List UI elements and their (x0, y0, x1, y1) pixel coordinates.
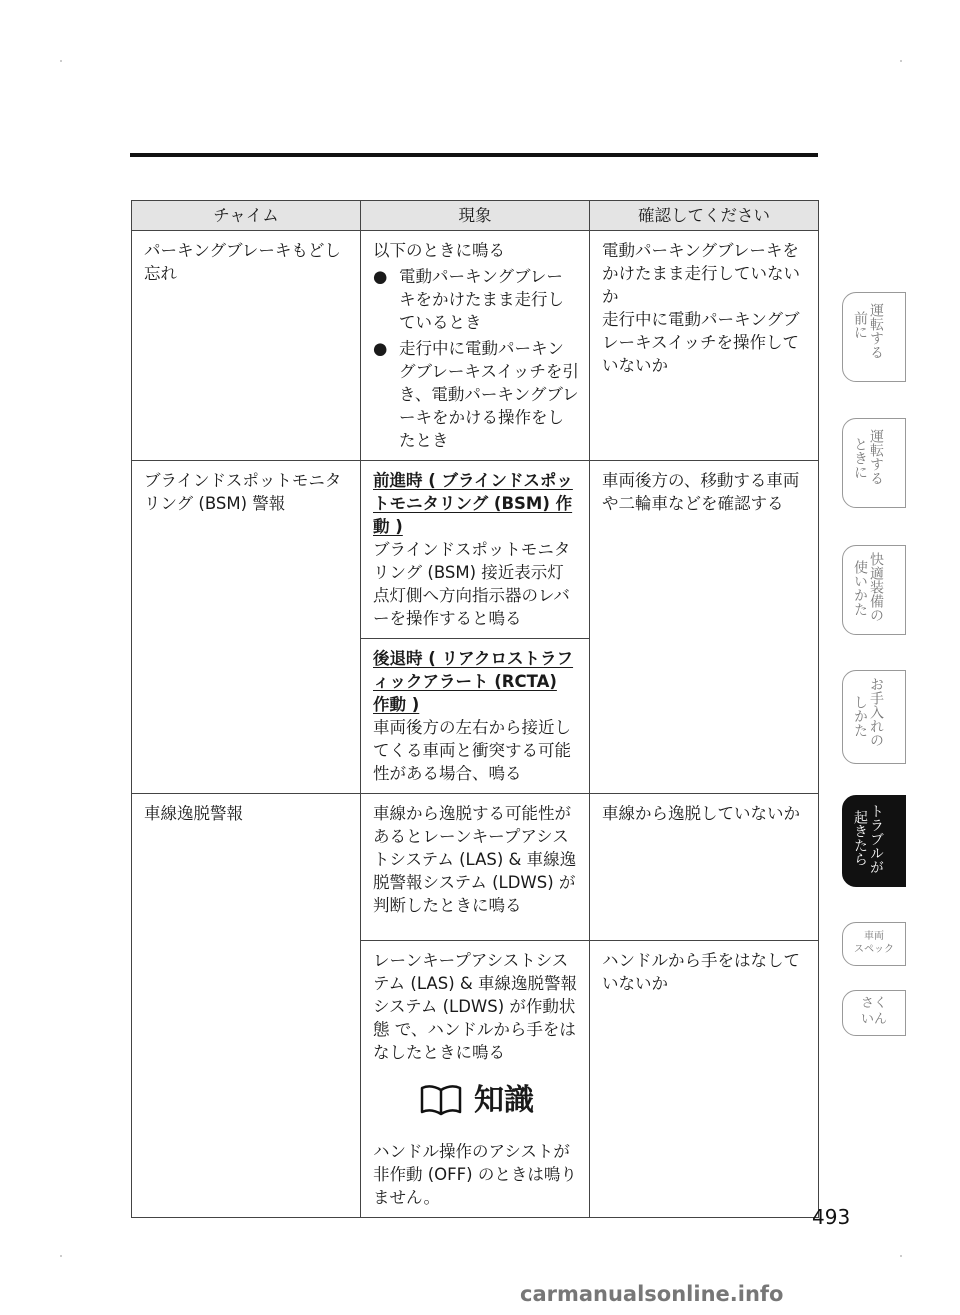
row3-sub1: 車線から逸脱する可能性があるとレーンキープアシストシステム (LAS) & 車線逸脱警報システム (LDWS) が判断したときに鳴る (361, 794, 590, 941)
tab-comfort-features[interactable]: 快適装備の 使いかた (842, 545, 906, 635)
chime-table (131, 200, 819, 1218)
row2-sub1-text: ブラインドスポットモニタリング (BSM) 接近表示灯点灯側へ方向指示器のレバーを操作すると鳴る (373, 540, 571, 628)
knowledge-label: 知識 (474, 1082, 534, 1118)
header-chime: チャイム (132, 201, 361, 231)
page-number: 493 (812, 1205, 851, 1229)
row3-note: ハンドル操作のアシストが非作動 (OFF) のときは鳴りません。 (373, 1142, 577, 1207)
crop-mark (900, 60, 902, 62)
row2-sub2-text: 車両後方の左右から接近してくる車両と衝突する可能性がある場合、鳴る (373, 718, 571, 783)
row2-sub2 (361, 639, 590, 794)
row2-sub1-heading: 前進時 ( ブラインドスポットモニタリング (BSM) 作動 ) (373, 471, 573, 536)
tab-when-driving[interactable]: 運転する ときに (842, 418, 906, 508)
header-check: 確認してください (590, 201, 819, 231)
knowledge-box (373, 1082, 579, 1118)
row2-check: 車両後方の、移動する車両や二輪車などを確認する (590, 461, 819, 794)
table-row (132, 461, 819, 639)
row2-sub2-heading: 後退時 ( リアクロストラフィックアラート (RCTA) 作動 ) (373, 649, 574, 714)
row1-bullet-2: ● 走行中に電動パーキングブレーキスイッチを引き、電動パーキングブレーキをかける操作をしたとき (373, 339, 579, 450)
bullet-icon: ● (373, 267, 388, 286)
row1-bullet-1: ● 電動パーキングブレーキをかけたまま走行しているとき (373, 267, 564, 332)
row3-chime: 車線逸脱警報 (132, 794, 361, 1218)
tab-trouble[interactable]: トラブルが 起きたら (842, 795, 906, 887)
crop-mark (900, 1255, 902, 1257)
row3-sub2 (361, 941, 590, 1218)
open-book-icon (418, 1082, 464, 1118)
header-phenomenon: 現象 (361, 201, 590, 231)
watermark: carmanualsonline.info (520, 1282, 784, 1306)
row3-sub2-text: レーンキープアシストシステム (LAS) & 車線逸脱警報システム (LDWS) が作動状態 で、ハンドルから手をはなしたときに鳴る (373, 951, 577, 1062)
row2-sub1 (361, 461, 590, 639)
table-row (132, 794, 819, 941)
table-header-row (132, 201, 819, 231)
tab-vehicle-spec[interactable]: 車両 スペック (842, 922, 906, 966)
table-row (132, 231, 819, 461)
row1-chime: パーキングブレーキもどし忘れ (132, 231, 361, 461)
crop-mark (60, 1255, 62, 1257)
row1-check: 電動パーキングブレーキをかけたまま走行していないか 走行中に電動パーキングブレーキスイッチを操作していないか (590, 231, 819, 461)
bullet-icon: ● (373, 339, 388, 358)
crop-mark (60, 60, 62, 62)
tab-index[interactable]: さく いん (842, 990, 906, 1036)
row2-chime: ブラインドスポットモニタリング (BSM) 警報 (132, 461, 361, 794)
row3-sub1-check: 車線から逸脱していないか (590, 794, 819, 941)
tab-maintenance[interactable]: お手入れの しかた (842, 670, 906, 764)
row3-sub2-check: ハンドルから手をはなしていないか (590, 941, 819, 1218)
row1-intro: 以下のときに鳴る (373, 241, 505, 260)
top-rule (130, 153, 818, 157)
row1-phenomenon (361, 231, 590, 461)
tab-before-driving[interactable]: 運転する 前に (842, 292, 906, 382)
